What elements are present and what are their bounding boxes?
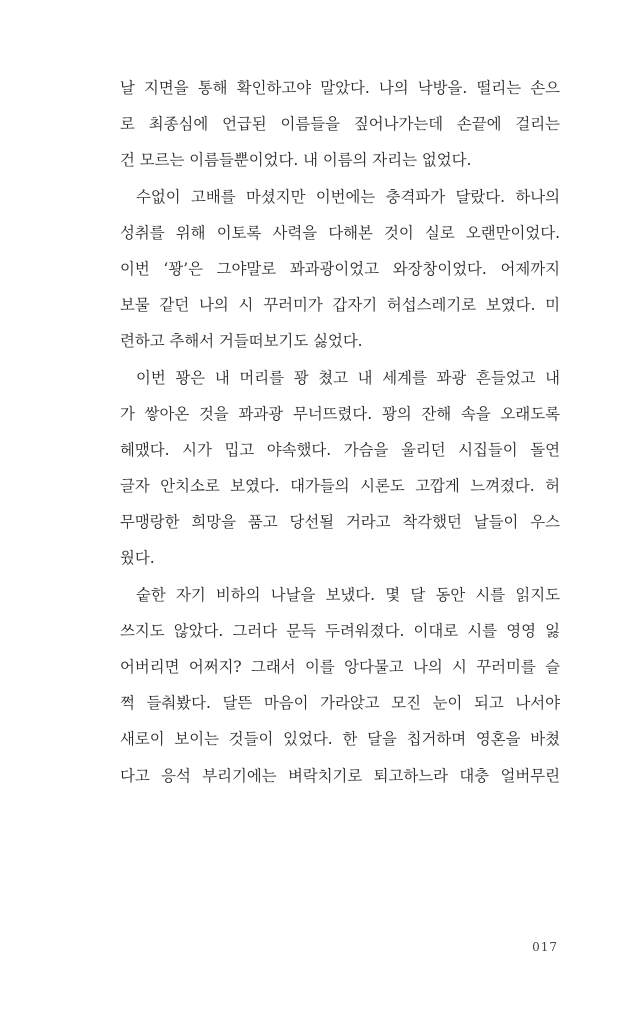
text-line: 무맹랑한 희망을 품고 당선될 거라고 착각했던 날들이 우스 [120, 513, 560, 532]
text-line: 웠다. [120, 549, 155, 568]
text-line: 이번 ‘꽝’은 그야말로 꽈과광이었고 와장창이었다. 어제까지 [120, 259, 560, 278]
text-line: 글자 안치소로 보였다. 대가들의 시론도 고깝게 느껴졌다. 허 [120, 477, 560, 496]
text-line: 수없이 고배를 마셨지만 이번에는 충격파가 달랐다. 하나의 [136, 187, 560, 206]
text-line: 로 최종심에 언급된 이름들을 짚어나가는데 손끝에 걸리는 [120, 115, 560, 134]
text-line: 다고 응석 부리기에는 벼락치기로 퇴고하느라 대충 얼버무린 [120, 766, 560, 785]
text-line: 헤맸다. 시가 밉고 야속했다. 가슴을 울리던 시집들이 돌연 [120, 440, 560, 459]
text-line: 새로이 보이는 것들이 있었다. 한 달을 칩거하며 영혼을 바쳤 [120, 730, 560, 749]
text-line: 숱한 자기 비하의 나날을 보냈다. 몇 달 동안 시를 읽지도 [136, 585, 560, 604]
body-text [120, 70, 560, 794]
page-number: 017 [532, 940, 558, 954]
text-line: 건 모르는 이름들뿐이었다. 내 이름의 자리는 없었다. [120, 151, 472, 170]
text-line: 어버리면 어쩌지? 그래서 이를 앙다물고 나의 시 꾸러미를 슬 [120, 658, 560, 676]
text-line: 보물 같던 나의 시 꾸러미가 갑자기 허섭스레기로 보였다. 미 [120, 296, 560, 315]
text-line: 날 지면을 통해 확인하고야 말았다. 나의 낙방을. 떨리는 손으 [120, 79, 560, 97]
text-line: 쓰지도 않았다. 그러다 문득 두려워졌다. 이대로 시를 영영 잃 [120, 621, 560, 640]
text-line: 이번 꽝은 내 머리를 꽝 쳤고 내 세계를 꽈광 흔들었고 내 [136, 368, 560, 387]
text-line: 쩍 들춰봤다. 달뜬 마음이 가라앉고 모진 눈이 되고 나서야 [120, 694, 560, 713]
text-line: 련하고 추해서 거들떠보기도 싫었다. [120, 332, 363, 351]
text-line: 성취를 위해 이토록 사력을 다해본 것이 실로 오랜만이었다. [120, 223, 560, 242]
text-line: 가 쌓아온 것을 꽈과광 무너뜨렸다. 꽝의 잔해 속을 오래도록 [120, 404, 560, 423]
